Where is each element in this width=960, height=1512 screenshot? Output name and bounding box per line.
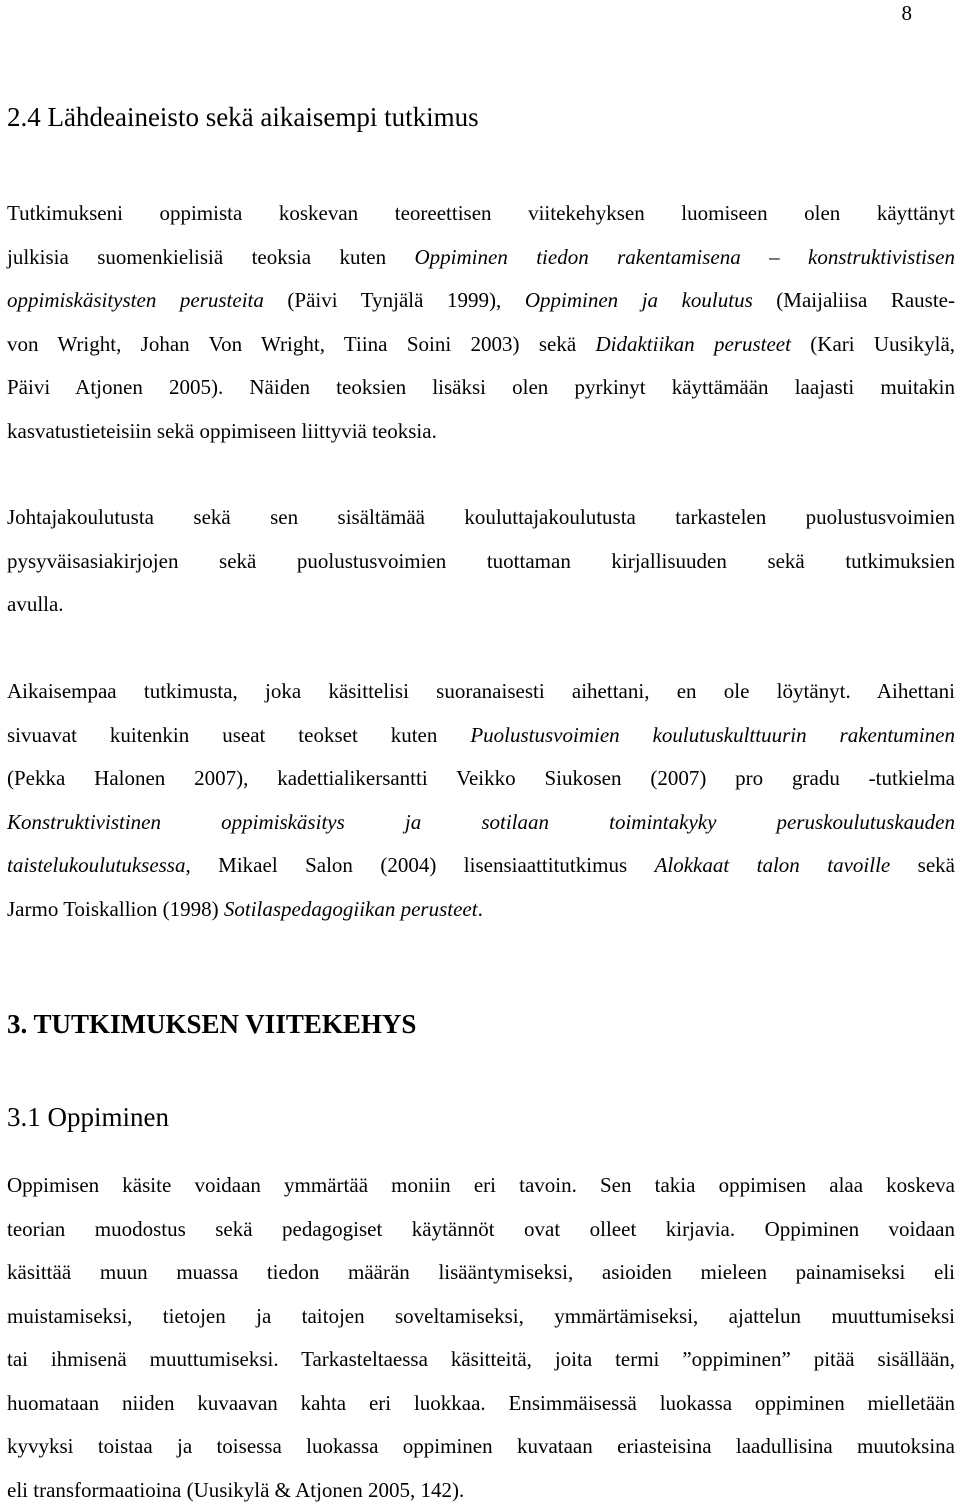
text-line: pysyväisasiakirjojen sekä puolustusvoimien tuottaman kirjallisuuden sekä tutkimuksien [7,540,955,584]
text-line: Oppimisen käsite voidaan ymmärtää moniin eri tavoin. Sen takia oppimisen alaa koskeva [7,1164,955,1208]
text-line: avulla. [7,583,955,627]
paragraph-leadership-training [7,496,955,627]
text-line: Johtajakoulutusta sekä sen sisältämää kouluttajakoulutusta tarkastelen puolustusvoimien [7,496,955,540]
chapter-heading-3: 3. TUTKIMUKSEN VIITEKEHYS [7,1007,416,1041]
text-line: (Pekka Halonen 2007), kadettialikersantti Veikko Siukosen (2007) pro gradu -tutkielma [7,757,955,801]
text-line: kyvyksi toistaa ja toisessa luokassa oppiminen kuvataan eriasteisina laadullisina muutoksina [7,1425,955,1469]
text-line: Tutkimukseni oppimista koskevan teoreettisen viitekehyksen luomiseen olen käyttänyt [7,192,955,236]
text-line: muistamiseksi, tietojen ja taitojen soveltamiseksi, ymmärtämiseksi, ajattelun muuttumiseksi [7,1295,955,1339]
book-title: Oppiminen ja koulutus [525,288,753,312]
paragraph-sources [7,192,955,453]
text-line: kasvatustieteisiin sekä oppimiseen liittyviä teoksia. [7,410,955,454]
text-line: eli transformaatioina (Uusikylä & Atjonen 2005, 142). [7,1469,955,1512]
text-line: Jarmo Toiskallion (1998) Sotilaspedagogiikan perusteet. [7,888,955,932]
text-line: käsittää muun muassa tiedon määrän lisääntymiseksi, asioiden mieleen painamiseksi eli [7,1251,955,1295]
text-line [7,801,955,845]
thesis-title: Konstruktivistinen oppimiskäsitys ja sotilaan toimintakyky peruskoulutuskauden [7,810,955,834]
book-title: Oppiminen tiedon rakentamisena – konstruktivistisen [415,245,956,269]
text-line: tai ihmisenä muuttumiseksi. Tarkasteltaessa käsitteitä, joita termi ”oppiminen” pitää sisällään, [7,1338,955,1382]
text-line: oppimiskäsitysten perusteita (Päivi Tynjälä 1999), Oppiminen ja koulutus (Maijaliisa Rauste- [7,279,955,323]
text-line: Päivi Atjonen 2005). Näiden teoksien lisäksi olen pyrkinyt käyttämään laajasti muitakin [7,366,955,410]
section-heading-3-1: 3.1 Oppiminen [7,1100,169,1134]
text-line: huomataan niiden kuvaavan kahta eri luokkaa. Ensimmäisessä luokassa oppiminen mielletään [7,1382,955,1426]
page-number: 8 [902,0,913,26]
text-line: julkisia suomenkielisiä teoksia kuten Oppiminen tiedon rakentamisena – konstruktivistisen [7,236,955,280]
book-title: oppimiskäsitysten perusteita [7,288,264,312]
text-line: teorian muodostus sekä pedagogiset käytännöt ovat olleet kirjavia. Oppiminen voidaan [7,1208,955,1252]
book-title: Sotilaspedagogiikan perusteet [224,897,478,921]
section-heading-2-4: 2.4 Lähdeaineisto sekä aikaisempi tutkimus [7,100,479,134]
thesis-title: taistelukoulutuksessa [7,853,185,877]
paragraph-previous-research [7,670,955,931]
text-line: sivuavat kuitenkin useat teokset kuten Puolustusvoimien koulutuskulttuurin rakentuminen [7,714,955,758]
paragraph-learning [7,1164,955,1512]
text-line: Aikaisempaa tutkimusta, joka käsittelisi suoranaisesti aihettani, en ole löytänyt. Aihettani [7,670,955,714]
book-title: Didaktiikan perusteet [595,332,790,356]
book-title: Alokkaat talon tavoille [655,853,891,877]
text-line: von Wright, Johan Von Wright, Tiina Soini 2003) sekä Didaktiikan perusteet (Kari Uusikylä, [7,323,955,367]
book-title: Puolustusvoimien koulutuskulttuurin rakentuminen [470,723,955,747]
text-line: taistelukoulutuksessa, Mikael Salon (2004) lisensiaattitutkimus Alokkaat talon tavoille sekä [7,844,955,888]
